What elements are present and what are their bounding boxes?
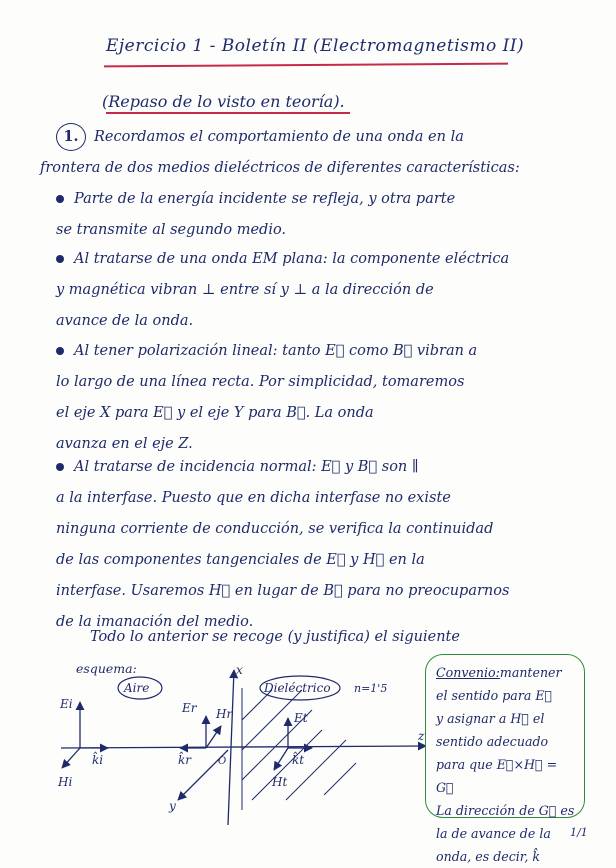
- subtitle-underline: [106, 112, 350, 114]
- item-number: 1.: [56, 123, 86, 151]
- wave-diagram: [56, 660, 426, 830]
- label-kt: k̂t: [292, 753, 305, 767]
- bullet-1: Parte de la energía incidente se refleja, y otra parte se transmite al segundo medio.: [56, 191, 456, 238]
- bullet-dot: [56, 347, 64, 355]
- label-axis-z: z: [418, 729, 425, 743]
- page-title: Ejercicio 1 - Boletín II (Electromagnetismo II): [106, 36, 525, 56]
- hr-arrow: [206, 726, 221, 748]
- label-hr: Hr: [216, 707, 233, 721]
- label-ht: Ht: [272, 775, 288, 789]
- intro-line-1: 1. Recordamos el comportamiento de una onda en la: [56, 122, 576, 153]
- intro-line-2: frontera de dos medios dieléctricos de diferentes características:: [40, 160, 520, 176]
- bullet-3: Al tener polarización lineal: tanto E⃗ como B⃗ vibran a lo largo de una línea recta. Por simplicidad, tomaremos el eje X para E⃗ y el eje Y para B⃗. La onda avanza en el eje Z.: [56, 343, 478, 452]
- page-subtitle: (Repaso de lo visto en teoría).: [102, 92, 345, 111]
- bullet-dot: [56, 255, 64, 263]
- label-axis-y: y: [169, 799, 176, 813]
- hi-arrow: [62, 748, 80, 768]
- dielectric-hatching: [242, 688, 356, 810]
- convenio-heading: Convenio:: [436, 665, 500, 680]
- label-dielectrico: Dieléctrico: [264, 681, 331, 695]
- label-origin: O: [218, 756, 227, 767]
- label-ki: k̂i: [92, 753, 104, 767]
- convenio-box: Convenio:mantener el sentido para E⃗ y asignar a H⃗ el sentido adecuado para que E⃗×H⃗ = G⃗ La dirección de G⃗ es la de avance de la onda, es decir, k̂: [425, 654, 585, 818]
- label-n: n=1'5: [354, 682, 388, 695]
- page-number: 1/1: [570, 826, 588, 839]
- bullet-4: Al tratarse de incidencia normal: E⃗ y B⃗ son ∥ a la interfase. Puesto que en dicha interfase no existe ninguna corriente de conducción, se verifica la continuidad de las componentes tangenciales de E⃗ y H⃗ en la interfase. Usaremos H⃗ en lugar de B⃗ para no preocuparnos de la imanación del medio.: [56, 459, 510, 630]
- bullet-dot: [56, 463, 64, 471]
- label-er: Er: [182, 701, 197, 715]
- title-underline: [104, 63, 508, 68]
- label-et: Et: [294, 711, 308, 725]
- bullet-dot: [56, 195, 64, 203]
- intro-paragraph: [40, 122, 576, 184]
- label-kr: k̂r: [178, 753, 192, 767]
- label-ei: Ei: [60, 697, 73, 711]
- label-hi: Hi: [58, 775, 73, 789]
- label-aire: Aire: [124, 681, 150, 695]
- bullet-2: Al tratarse de una onda EM plana: la componente eléctrica y magnética vibran ⊥ entre sí y ⊥ a la dirección de avance de la onda.: [56, 251, 510, 329]
- closing-paragraph: Todo lo anterior se recoge (y justifica) el siguiente esquema:: [76, 629, 460, 676]
- label-axis-x: x: [236, 663, 243, 677]
- z-axis: [61, 746, 426, 748]
